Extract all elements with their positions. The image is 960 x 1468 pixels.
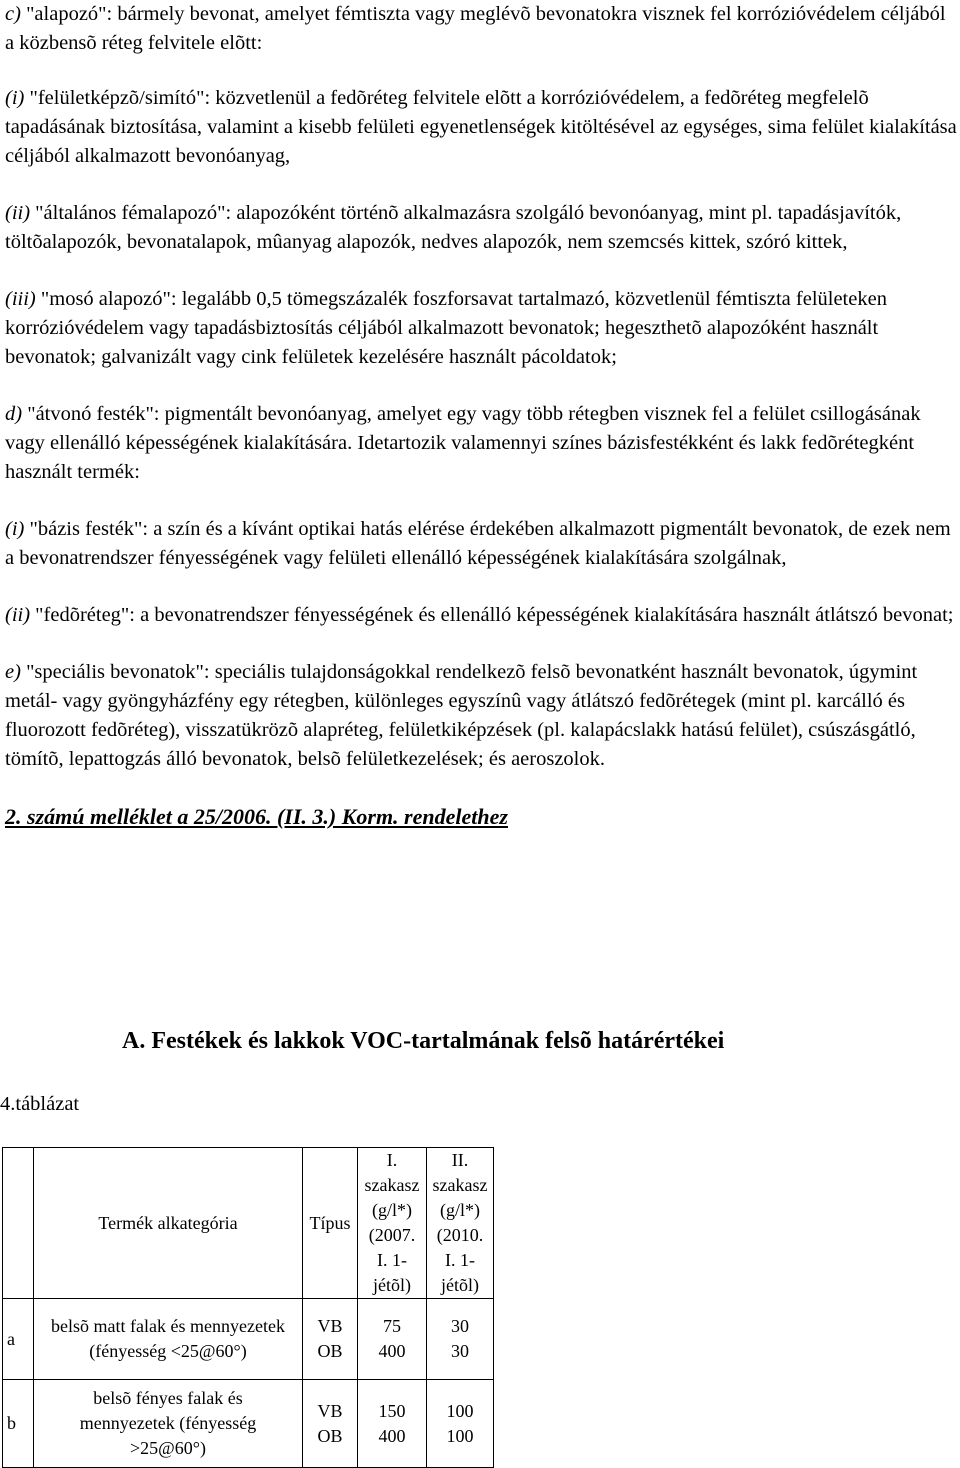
type-value: OB — [317, 1425, 343, 1446]
paragraph-e — [5, 658, 957, 774]
paragraph-c-iii — [5, 285, 957, 372]
document-body — [5, 0, 957, 831]
product-line: mennyezetek (fényesség — [79, 1413, 257, 1433]
row-product — [34, 1380, 303, 1468]
type-value: VB — [317, 1400, 343, 1421]
limit-value: 150 — [378, 1400, 406, 1421]
paragraph-marker: (ii) — [5, 202, 31, 224]
header-line: (g/l*) — [440, 1200, 480, 1220]
row-phase-1 — [358, 1380, 427, 1468]
row-product — [34, 1299, 303, 1380]
paragraph-marker: (i) — [5, 518, 25, 540]
row-letter: b — [3, 1380, 34, 1468]
paragraph-d — [5, 400, 957, 487]
limit-value: 400 — [378, 1425, 406, 1446]
paragraph-marker: e) — [5, 661, 21, 683]
header-cell-type: Típus — [303, 1148, 358, 1299]
header-line: szakasz — [432, 1175, 488, 1195]
limit-value: 75 — [383, 1316, 401, 1336]
table-row — [3, 1299, 494, 1380]
header-line: I. 1- — [377, 1250, 407, 1270]
row-type — [303, 1380, 358, 1468]
table-label: 4.táblázat — [0, 1093, 80, 1115]
header-line: (2007. — [368, 1225, 416, 1245]
type-value: VB — [317, 1316, 343, 1336]
row-phase-2 — [427, 1299, 494, 1380]
header-cell-phase-2 — [427, 1148, 494, 1299]
product-line: belsõ matt falak és mennyezetek — [51, 1316, 285, 1336]
row-letter: a — [3, 1299, 34, 1380]
header-cell-letter — [3, 1148, 34, 1299]
header-line: (g/l*) — [372, 1200, 412, 1220]
paragraph-text: "általános fémalapozó": alapozóként történõ alkalmazásra szolgáló bevonóanyag, mint pl. tapadásjavítók, töltõalapozók, bevonatalapok, mûanyag alapozók, nedves alapozók, nem szemcsés kittek, szóró kittek, — [5, 202, 902, 253]
section-title: A. Festékek és lakkok VOC-tartalmának felsõ határértékei — [122, 1028, 725, 1054]
limit-value: 100 — [446, 1425, 474, 1446]
paragraph-marker: (ii) — [5, 604, 31, 626]
header-cell-phase-1 — [358, 1148, 427, 1299]
paragraph-marker: (iii) — [5, 288, 36, 310]
paragraph-marker: (i) — [5, 87, 25, 109]
header-line: jétõl) — [373, 1275, 411, 1295]
paragraph-text: "felületképzõ/simító": közvetlenül a fedõréteg felvitele elõtt a korrózióvédelem, a fedõréteg megfelelõ tapadásának biztosítása, valamint a kisebb felületi egyenetlenségek kitöltésével az egységes, sima felület kialakítása céljából alkalmazott bevonóanyag, — [5, 87, 957, 167]
paragraph-text: "mosó alapozó": legalább 0,5 tömegszázalék foszforsavat tartalmazó, közvetlenül fémtiszta felületeken korrózióvédelem vagy tapadásbiztosítás céljából alkalmazott bevonatok; hegeszthetõ alapozóként használt bevonatok; galvanizált vagy cink felületek kezelésére használt pácoldatok; — [5, 288, 887, 368]
header-line: szakasz — [364, 1175, 420, 1195]
paragraph-c-ii — [5, 199, 957, 257]
paragraph-c — [5, 0, 957, 58]
product-line: (fényesség <25@60°) — [89, 1341, 247, 1361]
paragraph-text: "speciális bevonatok": speciális tulajdonságokkal rendelkezõ felsõ bevonatként használt bevonatok, úgymint metál- vagy gyöngyházfény egy rétegben, különleges egyszínû vagy átlátszó fedõrétegek (mint pl. karcálló és fluorozott fedõréteg), visszatükrözõ alapréteg, felületkiképzések (pl. kalapácslakk hatású felület), csúszásgátló, tömítõ, lepattogzás álló bevonatok, belsõ felületkezelések; és aeroszolok. — [5, 661, 918, 770]
limit-value: 400 — [378, 1341, 406, 1361]
paragraph-text: "alapozó": bármely bevonat, amelyet fémtiszta vagy meglévõ bevonatokra visznek fel korrózióvédelem céljából a közbensõ réteg felvitele elõtt: — [5, 3, 946, 54]
paragraph-marker: d) — [5, 403, 23, 425]
header-cell-product: Termék alkategória — [34, 1148, 303, 1299]
product-line: belsõ fényes falak és — [93, 1388, 243, 1408]
limit-value: 30 — [451, 1316, 469, 1336]
paragraph-marker: c) — [5, 3, 21, 25]
type-value: OB — [317, 1341, 343, 1361]
product-line: >25@60°) — [130, 1438, 206, 1458]
header-line: I. 1- — [445, 1250, 475, 1270]
table-header-row — [3, 1148, 494, 1299]
annex-heading: 2. számú melléklet a 25/2006. (II. 3.) Korm. rendelethez — [5, 804, 508, 829]
paragraph-text: "átvonó festék": pigmentált bevonóanyag, amelyet egy vagy több rétegben visznek fel a felület csillogásának vagy ellenálló képességének kialakítására. Idetartozik valamennyi színes bázisfestékként és lakk fedõrétegként használt termék: — [5, 403, 921, 483]
limit-value: 100 — [446, 1400, 474, 1421]
row-phase-2 — [427, 1380, 494, 1468]
limit-value: 30 — [451, 1341, 469, 1361]
paragraph-d-i — [5, 515, 957, 573]
header-line: I. — [386, 1150, 398, 1170]
paragraph-text: "bázis festék": a szín és a kívánt optikai hatás elérése érdekében alkalmazott pigmentált bevonatok, de ezek nem a bevonatrendszer fényességének vagy felületi ellenálló képességének kialakítására szolgálnak, — [5, 518, 951, 569]
row-type — [303, 1299, 358, 1380]
paragraph-text: "fedõréteg": a bevonatrendszer fényességének és ellenálló képességének kialakítására használt átlátszó bevonat; — [30, 604, 954, 626]
row-phase-1 — [358, 1299, 427, 1380]
voc-limits-table — [2, 1147, 494, 1468]
header-line: jétõl) — [441, 1275, 479, 1295]
table-row — [3, 1380, 494, 1468]
paragraph-c-i — [5, 84, 957, 171]
header-line: (2010. — [436, 1225, 484, 1245]
paragraph-d-ii — [5, 601, 957, 630]
header-line: II. — [451, 1150, 469, 1170]
